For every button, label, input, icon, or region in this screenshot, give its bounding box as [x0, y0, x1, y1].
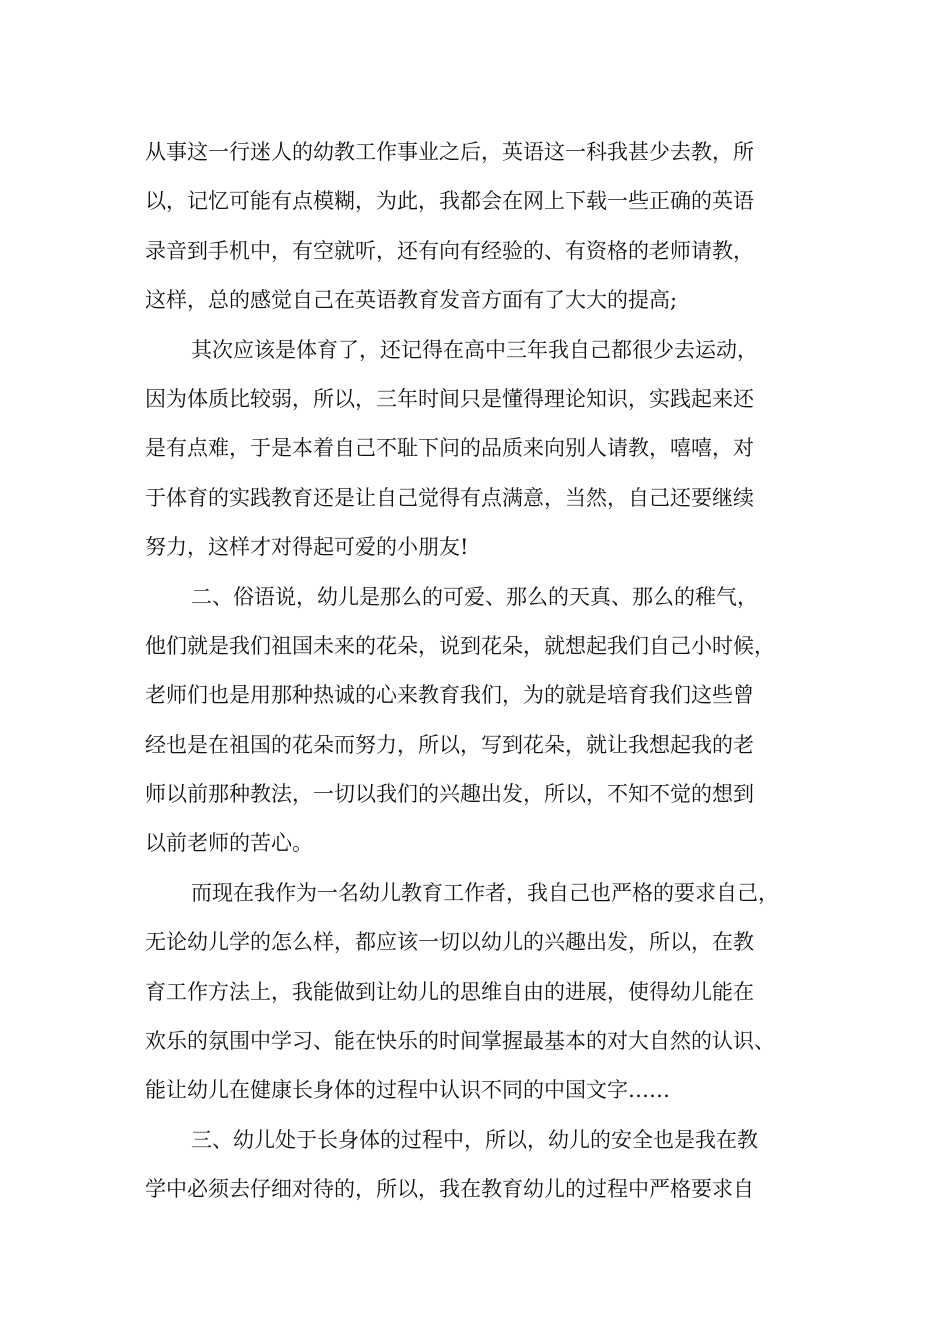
text-line: 学中必须去仔细对待的，所以，我在教育幼儿的过程中严格要求自: [145, 1177, 754, 1202]
text-line: 能让幼儿在健康长身体的过程中认识不同的中国文字……: [145, 1078, 670, 1103]
body-text: [145, 128, 825, 1215]
text-line: 努力，这样才对得起可爱的小朋友!: [145, 535, 469, 560]
paragraph-first-line: 而现在我作为一名幼儿教育工作者，我自己也严格的要求自己，: [191, 880, 779, 905]
text-line: 老师们也是用那种热诚的心来教育我们，为的就是培育我们这些曾: [145, 683, 754, 708]
text-line: 育工作方法上，我能做到让幼儿的思维自由的进展，使得幼儿能在: [145, 979, 754, 1004]
text-line: 师以前那种教法，一切以我们的兴趣出发，所以，不知不觉的想到: [145, 782, 754, 807]
text-line: 从事这一行迷人的幼教工作事业之后，英语这一科我甚少去教，所: [145, 140, 754, 164]
text-line: 因为体质比较弱，所以，三年时间只是懂得理论知识，实践起来还: [145, 386, 754, 411]
paragraph-first-line: 三、幼儿处于长身体的过程中，所以，幼儿的安全也是我在教: [191, 1127, 758, 1152]
text-line: 是有点难，于是本着自己不耻下问的品质来向别人请教，嘻嘻，对: [145, 436, 754, 461]
text-line: 无论幼儿学的怎么样，都应该一切以幼儿的兴趣出发，所以，在教: [145, 930, 754, 955]
text-line: 以，记忆可能有点模糊，为此，我都会在网上下载一些正确的英语: [145, 189, 754, 214]
paragraph-first-line: 其次应该是体育了，还记得在高中三年我自己都很少去运动，: [191, 337, 758, 362]
text-line: 以前老师的苦心。: [145, 831, 313, 856]
text-line: 这样，总的感觉自己在英语教育发音方面有了大大的提高;: [145, 288, 678, 313]
text-line: 录音到手机中，有空就听，还有向有经验的、有资格的老师请教，: [145, 238, 754, 263]
text-line: 他们就是我们祖国未来的花朵，说到花朵，就想起我们自己小时候，: [145, 633, 775, 658]
text-line: 欢乐的氛围中学习、能在快乐的时间掌握最基本的对大自然的认识、: [145, 1029, 775, 1054]
text-line: 经也是在祖国的花朵而努力，所以，写到花朵，就让我想起我的老: [145, 732, 754, 757]
text-line: 于体育的实践教育还是让自己觉得有点满意，当然，自己还要继续: [145, 485, 754, 510]
paragraph-first-line: 二、俗语说，幼儿是那么的可爱、那么的天真、那么的稚气，: [191, 584, 758, 609]
